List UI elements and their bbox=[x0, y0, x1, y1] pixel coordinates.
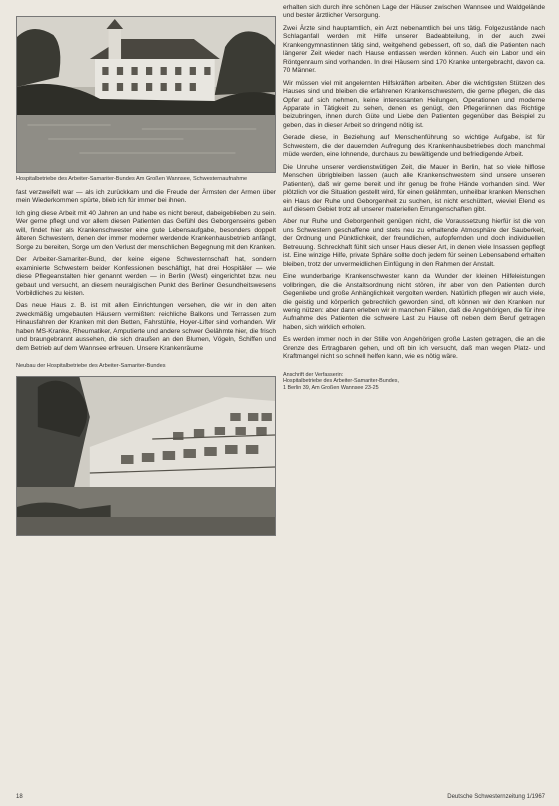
left-column bbox=[16, 0, 276, 536]
author-address bbox=[283, 372, 545, 392]
left-paragraph-4: Das neue Haus z. B. ist mit allen Einrichtungen versehen, die wir in den alten zweckmäßig umgebauten Häusern vermißten: reichliche Balkons und Terrassen zum Hinausfahren der Kranken mit den Betten, Fahrstühle, Hoyer-Lifter sind vorhanden. Wir haben MS-Kranke, Rheumatiker, Amputierte und andere schwer Gelähmte hier, die frisch und braungebrannt aussehen, die sich draußen an den Blumen, Vögeln, Schiffen und dem Betrieb auf dem Wannsee erfreuen. Unsere Krankenräume bbox=[16, 302, 276, 352]
right-paragraph-8: Es werden immer noch in der Stille von Angehörigen große Lasten getragen, die an die Grenze des Ertragbaren gehen, und oft bin ich versucht, daß man wegen Platz- und Kraftmangel nicht so schnell helfen kann, wie es nötig wäre. bbox=[283, 336, 545, 361]
address-line: Hospitalbetriebe des Arbeiter-Samariter-Bundes, bbox=[283, 378, 399, 385]
right-paragraph-1: erhalten sich durch ihre schönen Lage der Häuser zwischen Wannsee und Waldgelände und bester ärztlicher Versorgung. bbox=[283, 4, 545, 20]
right-column bbox=[283, 4, 545, 391]
right-paragraph-7: Eine wunderbarige Krankenschwester kann da Wunder der kleinen Hilfeleistungen vollbringen, die die Anstaltsordnung nicht stören, ihr aber von den Patienten durch Gegenliebe und große Anhänglichkeit vergolten werden. Natürlich pflegen wir auch viele, die geistig und körperlich gebrechlich geworden sind, oft können wir den Kranken nur wenig nützen: aber dann erleben wir in manchen Fällen, daß die Angehörigen, die für ihre Aufnahme des Patienten die schwere Last zu Hause oft neben dem Beruf getragen haben, sich wirklich erholen. bbox=[283, 273, 545, 331]
right-paragraph-5: Die Unruhe unserer verdienstwütigen Zeit, die Mauer in Berlin, hat so viele hilflose Menschen übrigbleiben lassen (auch alle Krankenschwestern sind unsere unseren Patienten), daß wir gerne bereit und ihr genug be frohe Hände vorhanden sind. Wer plötzlich vor die Situation gestellt wird, für einen gelähmten, unheilbar kranken Menschen ein Haus der Ruhe und Geborgenheit zu suchen, ist nicht erschüttert, wieviel Elend es auf diesem Gebiet trotz all unserer materiellen Errungenschaften gibt. bbox=[283, 163, 545, 213]
left-paragraph-1: fast verzweifelt war — als ich zurückkam und die Freude der Ärmsten der Armen über mein Wiederkommen spürte, blieb ich für immer bei ihnen. bbox=[16, 189, 276, 205]
address-line: 1 Berlin 39, Am Großen Wannsee 23-25 bbox=[283, 384, 379, 391]
journal-reference: Deutsche Schwesternzeitung 1/1967 bbox=[447, 794, 545, 800]
photo1-caption: Hospitalbetriebe des Arbeiter-Samariter-Bundes Am Großen Wannsee, Schwesternaufnahme bbox=[16, 176, 248, 182]
page-number: 18 bbox=[16, 794, 23, 800]
right-paragraph-2: Zwei Ärzte sind hauptamtlich, ein Arzt nebenamtlich bei uns tätig. Folgezustände nach Schlaganfall werden mit Hilfe unserer Badeabteilung, in der auch zwei Krankengymnastinnen tätig sind, weitgehend gebessert, oft so, daß die Patienten nach längerer Zeit wieder nach Hause entlassen werden können. Auch ein Labor und ein Röntgenraum sind vorhanden. In drei Häusern sind 170 Kranke untergebracht, davon ca. 70 Männer. bbox=[283, 24, 545, 75]
hospital-villa-photo bbox=[16, 16, 276, 173]
photo2-caption: Neubau der Hospitalbetriebe des Arbeiter-Samariter-Bundes bbox=[16, 363, 166, 370]
right-paragraph-6: Aber nur Ruhe und Geborgenheit genügen nicht, die Voraussetzung hierfür ist die von uns Schwestern geschaffene und stets neu zu erhaltende Atmosphäre der Sauberkeit, der Ordnung und Pünktlichkeit, der freundlichen, aufopfernden und doch individuellen Betreuung. Schreckhaft fühlt sich unser Haus dieser Art, in denen viele Insassen gepflegt ist. Eine winzige Hilfe, private Sphäre sollte doch jedem für seinen Lebensabend erhalten bleiben, trotz der unvermeidlichen Einfügung in den Rahmen der Anstalt. bbox=[283, 218, 545, 268]
left-paragraph-3: Der Arbeiter-Samariter-Bund, der keine eigene Schwesternschaft hat, sondern examinierte Schwestern beider Konfessionen beschäftigt, hat drei Hospitäler — wie diese Pflegeanstalten hier genannt werden — in Berlin (West) eingerichtet bzw. neu gebaut und versucht, an diesem neuralgischen Punkt des Berliner Gesundheitswesens Vorbildliches zu leisten. bbox=[16, 256, 276, 297]
right-paragraph-3: Wir müssen viel mit angelernten Hilfskräften arbeiten. Aber die wichtigsten Stützen des Hauses sind und bleiben die erfahrenen Krankenschwestern, die gerne pflegen, die das Opfer auf sich nehmen, keine interessanten Heilungen, Operationen und moderne Apparate in Tätigkeit zu sehen, denen es genügt, den Pflegeriinnen das Richtige beizubringen, ihnen durch Güte und Liebe den Patienten gegenüber das Beispiel zu geben, das in dieser Arbeit so dringend nötig ist. bbox=[283, 79, 545, 129]
address-line: Anschrift der Verfasserin: bbox=[283, 371, 344, 378]
left-paragraph-2: Ich ging diese Arbeit mit 40 Jahren an und habe es nicht bereut, dabeigeblieben zu sein. Wer gerne pflegt und vor allem diesen Patienten das Gefühl des Geborgenseins geben will, findet hier als Krankenschwester eine gute Lebensaufgabe, besonders doppelt älteren Schwestern, denen der immer moderner werdende Krankenhausbetrieb anfängt, Sorge zu bereiten, Sorge um den Verlust der menschlichen Begegnung mit den Kranken. bbox=[16, 209, 276, 251]
new-hospital-building-photo bbox=[16, 376, 276, 536]
right-paragraph-4: Gerade diese, in Beziehung auf Menschenführung so wichtige Aufgabe, ist für Schwestern, die der dauernden Aufregung des Krankenhausbetriebes doch manchmal müde werden, eine lohnende, durchaus zu bewältigende und befriedigende Arbeit. bbox=[283, 134, 545, 159]
